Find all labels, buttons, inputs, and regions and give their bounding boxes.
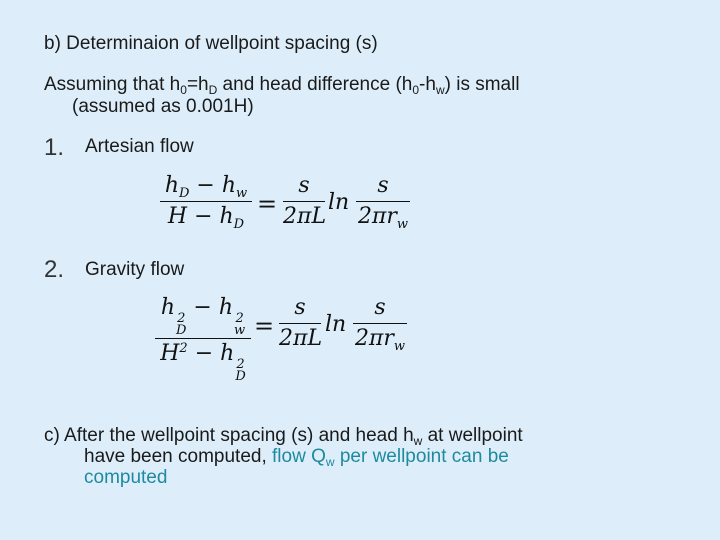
section-c-highlight: flow Q: [272, 446, 326, 467]
subscript: 0: [180, 83, 187, 97]
gravity-flow-equation: [155, 294, 415, 384]
list-item-artesian-flow: Artesian flow: [85, 136, 194, 157]
fraction-s-over-2pirw: s $2\pi r_w$: [354, 295, 406, 354]
subscript: D: [208, 83, 218, 97]
section-c-text: c) After the wellpoint spacing (s) and head h: [44, 425, 414, 446]
equals-sign: =: [254, 312, 275, 340]
assumption-text: -h: [419, 74, 436, 95]
assumption-text: and head difference (h: [217, 74, 413, 95]
section-c-text: have been computed,: [84, 446, 273, 467]
section-c-line-3: [84, 467, 167, 489]
list-number-1: 1.: [44, 134, 65, 161]
assumption-text: ) is small: [444, 74, 520, 95]
fraction-lhs: $h_D - h_w$ $H - h_D$: [160, 172, 252, 231]
artesian-flow-equation: [160, 172, 420, 238]
section-c-text: at wellpoint: [422, 425, 523, 446]
assumption-text: =h: [186, 74, 209, 95]
subscript: 0: [412, 83, 420, 97]
subscript: w: [325, 455, 335, 469]
section-c-line-2: [84, 446, 509, 468]
section-c-line-1: [44, 425, 523, 447]
assumption-line-2: [72, 96, 254, 118]
fraction-s-over-2pirw: s $2\pi r_w$: [357, 173, 409, 232]
fraction-s-over-2pil: s 2πL: [279, 295, 323, 351]
list-number-2: 2.: [44, 256, 65, 283]
assumption-text: Assuming that h: [44, 74, 181, 95]
assumption-text: (assumed as 0.001H): [72, 96, 254, 117]
subscript: w: [435, 83, 445, 97]
section-c-highlight: per wellpoint can be: [334, 446, 509, 467]
section-c-highlight: computed: [84, 467, 168, 488]
section-b-heading: [44, 33, 378, 55]
fraction-lhs: h 2 D − h 2 w $H^2 - h$ 2 D: [155, 294, 251, 383]
equals-sign: =: [257, 190, 278, 218]
fraction-s-over-2pil: s 2πL: [283, 173, 327, 229]
ln-symbol: ln: [328, 190, 350, 215]
assumption-line-1: [44, 74, 520, 96]
subscript: w: [413, 434, 423, 448]
list-item-gravity-flow: Gravity flow: [85, 259, 185, 280]
heading-text: b) Determinaion of wellpoint spacing (s): [44, 33, 378, 54]
ln-symbol: ln: [325, 312, 347, 337]
